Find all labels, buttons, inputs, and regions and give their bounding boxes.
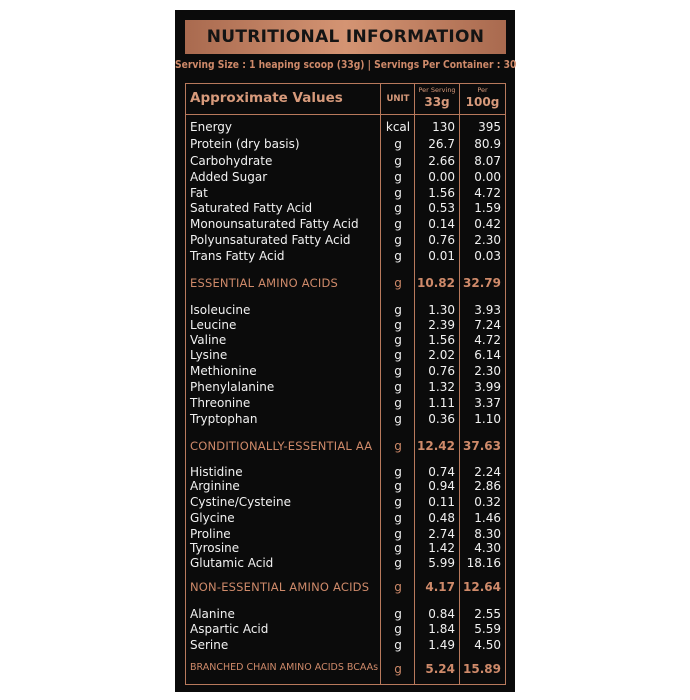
per-100g-value: 5.59 bbox=[474, 622, 501, 636]
table-row bbox=[186, 201, 505, 217]
nutrition-panel bbox=[175, 10, 515, 692]
serving-info: Serving Size : 1 heaping scoop (33g) | Servings Per Container : 30 bbox=[175, 60, 517, 71]
nutrient-name: Arginine bbox=[190, 479, 240, 493]
per-serving-value: 5.99 bbox=[428, 556, 455, 570]
table-row bbox=[186, 348, 505, 364]
table-row bbox=[186, 333, 505, 349]
nutrient-name: ESSENTIAL AMINO ACIDS bbox=[190, 276, 339, 290]
per-serving-value: 0.14 bbox=[428, 217, 455, 231]
per-100g-value: 1.59 bbox=[474, 201, 501, 215]
per-serving-value: 0.84 bbox=[428, 607, 455, 621]
per-100g-value: 0.42 bbox=[474, 217, 501, 231]
nutrient-name: CONDITIONALLY-ESSENTIAL AA bbox=[190, 439, 373, 453]
table-row bbox=[186, 495, 505, 511]
per-serving-value: 26.7 bbox=[428, 137, 455, 151]
nutrient-unit: g bbox=[394, 201, 402, 215]
per-serving-value: 0.36 bbox=[428, 412, 455, 426]
nutrient-name: Isoleucine bbox=[190, 303, 251, 317]
table-row bbox=[186, 170, 505, 186]
table-row bbox=[186, 479, 505, 495]
nutrient-unit: g bbox=[394, 495, 402, 509]
per-100g-value: 18.16 bbox=[466, 556, 501, 570]
per-100g-value: 2.24 bbox=[474, 465, 501, 479]
table-row bbox=[186, 511, 505, 527]
nutrient-unit: g bbox=[394, 217, 402, 231]
header-divider bbox=[186, 114, 505, 115]
per-serving-value: 1.49 bbox=[428, 638, 455, 652]
nutrient-name: Phenylalanine bbox=[190, 380, 275, 394]
nutrient-name: Proline bbox=[190, 527, 231, 541]
header-label: Approximate Values bbox=[190, 90, 343, 106]
table-row bbox=[186, 556, 505, 572]
per-100g-value: 4.50 bbox=[474, 638, 501, 652]
nutrient-unit: g bbox=[394, 276, 402, 290]
table-row bbox=[186, 662, 505, 678]
header-unit: UNIT bbox=[386, 94, 410, 104]
table-row bbox=[186, 396, 505, 412]
header-per-100-amount: 100g bbox=[465, 95, 500, 109]
nutrient-name: Valine bbox=[190, 333, 227, 347]
nutrient-unit: g bbox=[394, 348, 402, 362]
per-100g-value: 3.99 bbox=[474, 380, 501, 394]
per-100g-value: 2.55 bbox=[474, 607, 501, 621]
per-100g-value: 1.10 bbox=[474, 412, 501, 426]
nutrient-name: Leucine bbox=[190, 318, 237, 332]
header-per-serving-amount: 33g bbox=[424, 95, 450, 109]
table-row bbox=[186, 186, 505, 202]
per-serving-value: 0.53 bbox=[428, 201, 455, 215]
table-row bbox=[186, 318, 505, 334]
table-row bbox=[186, 154, 505, 170]
per-serving-value: 1.30 bbox=[428, 303, 455, 317]
table-row bbox=[186, 120, 505, 136]
per-100g-value: 4.30 bbox=[474, 541, 501, 555]
table-row bbox=[186, 439, 505, 455]
per-100g-value: 32.79 bbox=[463, 276, 501, 290]
nutrient-name: Energy bbox=[190, 120, 233, 134]
table-row bbox=[186, 364, 505, 380]
table-row bbox=[186, 249, 505, 265]
nutrient-name: NON-ESSENTIAL AMINO ACIDS bbox=[190, 580, 370, 594]
per-100g-value: 80.9 bbox=[474, 137, 501, 151]
table-row bbox=[186, 580, 505, 596]
per-serving-value: 0.76 bbox=[428, 233, 455, 247]
nutrient-unit: kcal bbox=[385, 120, 411, 134]
nutrient-name: Saturated Fatty Acid bbox=[190, 201, 313, 215]
per-100g-value: 7.24 bbox=[474, 318, 501, 332]
per-100g-value: 3.37 bbox=[474, 396, 501, 410]
per-100g-value: 0.03 bbox=[474, 249, 501, 263]
per-100g-value: 4.72 bbox=[474, 186, 501, 200]
nutrient-name: Glycine bbox=[190, 511, 235, 525]
nutrient-name: Aspartic Acid bbox=[190, 622, 269, 636]
per-serving-value: 130 bbox=[432, 120, 455, 134]
nutrient-name: BRANCHED CHAIN AMINO ACIDS BCAAs bbox=[190, 662, 379, 673]
nutrient-name: Added Sugar bbox=[190, 170, 268, 184]
per-100g-value: 3.93 bbox=[474, 303, 501, 317]
per-serving-value: 0.48 bbox=[428, 511, 455, 525]
nutrient-name: Cystine/Cysteine bbox=[190, 495, 291, 509]
nutrient-name: Polyunsaturated Fatty Acid bbox=[190, 233, 351, 247]
nutrient-unit: g bbox=[394, 527, 402, 541]
page-title: NUTRITIONAL INFORMATION bbox=[206, 27, 485, 47]
per-100g-value: 8.30 bbox=[474, 527, 501, 541]
per-serving-value: 0.94 bbox=[428, 479, 455, 493]
per-100g-value: 4.72 bbox=[474, 333, 501, 347]
nutrient-name: Serine bbox=[190, 638, 229, 652]
per-100g-value: 0.00 bbox=[474, 170, 501, 184]
table-row bbox=[186, 622, 505, 638]
nutrient-unit: g bbox=[394, 233, 402, 247]
table-row bbox=[186, 380, 505, 396]
per-100g-value: 8.07 bbox=[474, 154, 501, 168]
nutrient-name: Fat bbox=[190, 186, 208, 200]
nutrient-name: Methionine bbox=[190, 364, 257, 378]
per-serving-value: 2.74 bbox=[428, 527, 455, 541]
nutrient-unit: g bbox=[394, 412, 402, 426]
per-serving-value: 4.17 bbox=[425, 580, 455, 594]
nutrient-name: Threonine bbox=[190, 396, 251, 410]
per-serving-value: 5.24 bbox=[425, 662, 455, 676]
per-100g-value: 6.14 bbox=[474, 348, 501, 362]
nutrient-unit: g bbox=[394, 580, 402, 594]
nutrient-name: Tryptophan bbox=[190, 412, 258, 426]
nutrient-name: Carbohydrate bbox=[190, 154, 273, 168]
nutrient-unit: g bbox=[394, 556, 402, 570]
nutrient-unit: g bbox=[394, 479, 402, 493]
per-serving-value: 0.76 bbox=[428, 364, 455, 378]
nutrient-unit: g bbox=[394, 249, 402, 263]
per-serving-value: 2.39 bbox=[428, 318, 455, 332]
nutrient-unit: g bbox=[394, 170, 402, 184]
nutrient-unit: g bbox=[394, 541, 402, 555]
header-per-serving-label: Per Serving bbox=[418, 86, 456, 94]
nutrient-unit: g bbox=[394, 380, 402, 394]
nutrient-unit: g bbox=[394, 333, 402, 347]
per-100g-value: 15.89 bbox=[463, 662, 501, 676]
nutrient-name: Tyrosine bbox=[190, 541, 240, 555]
table-row bbox=[186, 412, 505, 428]
per-100g-value: 0.32 bbox=[474, 495, 501, 509]
per-serving-value: 12.42 bbox=[417, 439, 455, 453]
per-100g-value: 2.30 bbox=[474, 364, 501, 378]
nutrient-unit: g bbox=[394, 622, 402, 636]
header-per-100-label: Per bbox=[477, 86, 488, 94]
per-serving-value: 1.42 bbox=[428, 541, 455, 555]
per-serving-value: 2.02 bbox=[428, 348, 455, 362]
per-100g-value: 395 bbox=[478, 120, 501, 134]
nutrient-unit: g bbox=[394, 465, 402, 479]
nutrient-unit: g bbox=[394, 186, 402, 200]
per-100g-value: 2.86 bbox=[474, 479, 501, 493]
table-row bbox=[186, 276, 505, 292]
per-serving-value: 0.74 bbox=[428, 465, 455, 479]
nutrient-unit: g bbox=[394, 439, 402, 453]
table-row bbox=[186, 638, 505, 654]
table-row bbox=[186, 217, 505, 233]
nutrient-name: Histidine bbox=[190, 465, 243, 479]
nutrient-unit: g bbox=[394, 154, 402, 168]
nutrient-unit: g bbox=[394, 638, 402, 652]
nutrient-unit: g bbox=[394, 137, 402, 151]
nutrient-name: Trans Fatty Acid bbox=[190, 249, 285, 263]
table-row bbox=[186, 541, 505, 557]
table-row bbox=[186, 233, 505, 249]
nutrient-name: Lysine bbox=[190, 348, 228, 362]
nutrient-name: Monounsaturated Fatty Acid bbox=[190, 217, 359, 231]
per-serving-value: 1.84 bbox=[428, 622, 455, 636]
nutrient-name: Glutamic Acid bbox=[190, 556, 274, 570]
per-serving-value: 10.82 bbox=[417, 276, 455, 290]
per-100g-value: 1.46 bbox=[474, 511, 501, 525]
nutrient-unit: g bbox=[394, 662, 402, 676]
per-serving-value: 2.66 bbox=[428, 154, 455, 168]
table-row bbox=[186, 137, 505, 153]
per-serving-value: 1.32 bbox=[428, 380, 455, 394]
title-bar bbox=[185, 20, 506, 54]
per-serving-value: 0.11 bbox=[428, 495, 455, 509]
per-100g-value: 37.63 bbox=[463, 439, 501, 453]
nutrient-unit: g bbox=[394, 303, 402, 317]
per-serving-value: 1.56 bbox=[428, 186, 455, 200]
table-row bbox=[186, 303, 505, 319]
per-serving-value: 1.11 bbox=[428, 396, 455, 410]
nutrient-unit: g bbox=[394, 396, 402, 410]
per-serving-value: 1.56 bbox=[428, 333, 455, 347]
per-serving-value: 0.00 bbox=[428, 170, 455, 184]
nutrient-name: Alanine bbox=[190, 607, 235, 621]
nutrient-unit: g bbox=[394, 318, 402, 332]
per-serving-value: 0.01 bbox=[428, 249, 455, 263]
nutrient-name: Protein (dry basis) bbox=[190, 137, 300, 151]
per-100g-value: 2.30 bbox=[474, 233, 501, 247]
nutrient-unit: g bbox=[394, 511, 402, 525]
nutrient-unit: g bbox=[394, 607, 402, 621]
per-100g-value: 12.64 bbox=[463, 580, 501, 594]
nutrient-unit: g bbox=[394, 364, 402, 378]
table-row bbox=[186, 607, 505, 623]
nutrition-table bbox=[185, 83, 506, 685]
